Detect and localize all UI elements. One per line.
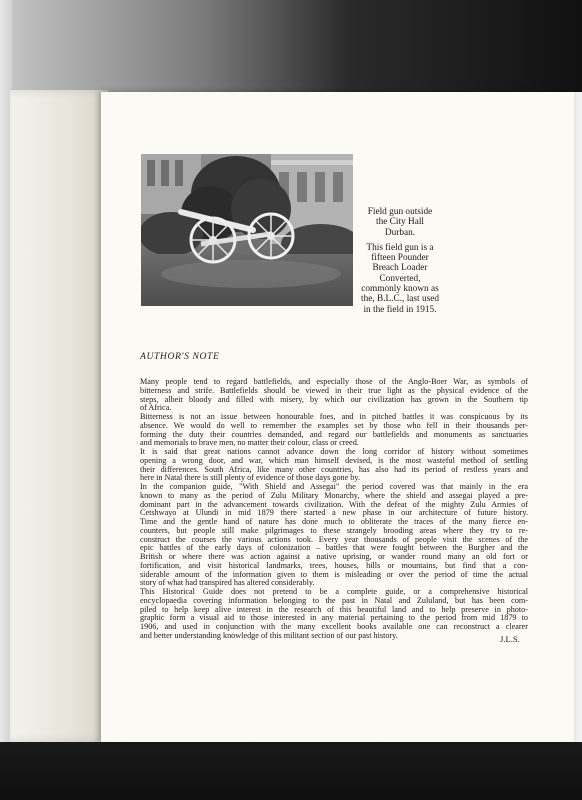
text-line: counters, but people still make pilgrimages to these strangely brooding areas where they try to re- — [140, 526, 528, 535]
text-line: Many people tend to regard battlefields, and especially those of the Anglo-Boer War, as symbols of — [140, 378, 528, 386]
text-line: fortification, and visit historical landmarks, trees, houses, hills or mountains, but find that a con- — [140, 561, 528, 570]
text-line: opening a wrong door, and war, which man himself devised, is the most wasteful method of settling — [140, 456, 528, 465]
text-line: absence. We would do well to remember the examples set by those who fell in their thousands per- — [140, 421, 528, 430]
text-line: of Africa. — [140, 404, 172, 413]
text-line: bitterness and strife. Battlefields should be viewed in their true light as the physical evidence of the — [140, 386, 528, 395]
text-line: their differences. South Africa, like many other countries, has also had its period of restless years and — [140, 465, 528, 474]
author-note-body — [140, 378, 528, 641]
text-line: construct the courses the various actions took. Every year thousands of people visit the scenes of the — [140, 535, 528, 544]
text-line: It is said that great nations cannot advance down the long corridor of history without sometimes — [140, 448, 528, 456]
text-line: graphic form a visual aid to those interested in any material pertaining to the period from mid 1879 to — [140, 614, 528, 623]
text-line: steps, albeit bloody and filled with misery, by which our civilization has grown in the Southern tip — [140, 395, 528, 404]
photo-caption — [361, 207, 439, 320]
field-gun-photo-illustration — [141, 154, 353, 306]
text-line: British or where there was action against a native uprising, or wander round many an old fort or — [140, 553, 528, 561]
text-line: Time and the gentle hand of nature has done much to obliterate the traces of the many fierce en- — [140, 518, 528, 526]
text-line: and memorials to brave men, no matter their colour, class or creed. — [140, 439, 359, 448]
scan-background-top — [0, 0, 582, 92]
text-line: here in Natal there is still plenty of evidence of those days gone by. — [140, 474, 361, 483]
author-signature: J.L.S. — [500, 634, 520, 644]
text-line: dominant part in the advancement towards civilization. With the defeat of the mighty Zulu Armies of — [140, 500, 528, 509]
field-gun-photo — [141, 154, 353, 306]
text-line: encyclopaedia covering information belonging to the past in Natal and Zululand, but has been com- — [140, 596, 528, 605]
text-line: epic battles of the early days of colonization – battles that were fought between the Burgher and the — [140, 544, 528, 553]
text-line: siderable amount of the information given to them is misleading or over the period of time the actual — [140, 570, 528, 579]
caption-body: This field gun is a fifteen Pounder Breach Loader Converted, commonly known as the, B.L.C., last used in the field in 1915. — [361, 242, 439, 315]
text-line: 1906, and used in conjunction with the many excellent books available one can reconstruct a clearer — [140, 623, 528, 631]
text-line: This Historical Guide does not pretend to be a complete guide, or a comprehensive historical — [140, 588, 528, 596]
author-note-heading: AUTHOR'S NOTE — [140, 351, 220, 362]
text-line: Bitterness is not an issue between honourable foes, and in pitched battles it was conspicuous by its — [140, 413, 528, 421]
text-line: piled to help keep alive interest in the research of this beautiful land and to help preserve in photo- — [140, 605, 528, 614]
text-line: known to many as the period of Zulu Military Monarchy, where the shield and assegai played a pre- — [140, 491, 528, 500]
caption-title: Field gun outside the City Hall Durban. — [367, 207, 433, 238]
book-spine-page — [10, 90, 108, 742]
text-line: story of what had transpired has altered considerably. — [140, 579, 315, 588]
text-line: and better understanding knowledge of this militant section of our past history. — [140, 631, 398, 640]
text-line: Cetshwayo at Ulundi in mid 1879 there started a new phase in our architecture of future history. — [140, 509, 528, 518]
scan-background-bottom — [0, 742, 582, 800]
text-line: forming the duty their countries demanded, and regard our battlefields and monuments as sanctuaries — [140, 430, 528, 439]
text-line: In the companion guide, "With Shield and Assegai" the period covered was that mainly in the era — [140, 483, 528, 491]
